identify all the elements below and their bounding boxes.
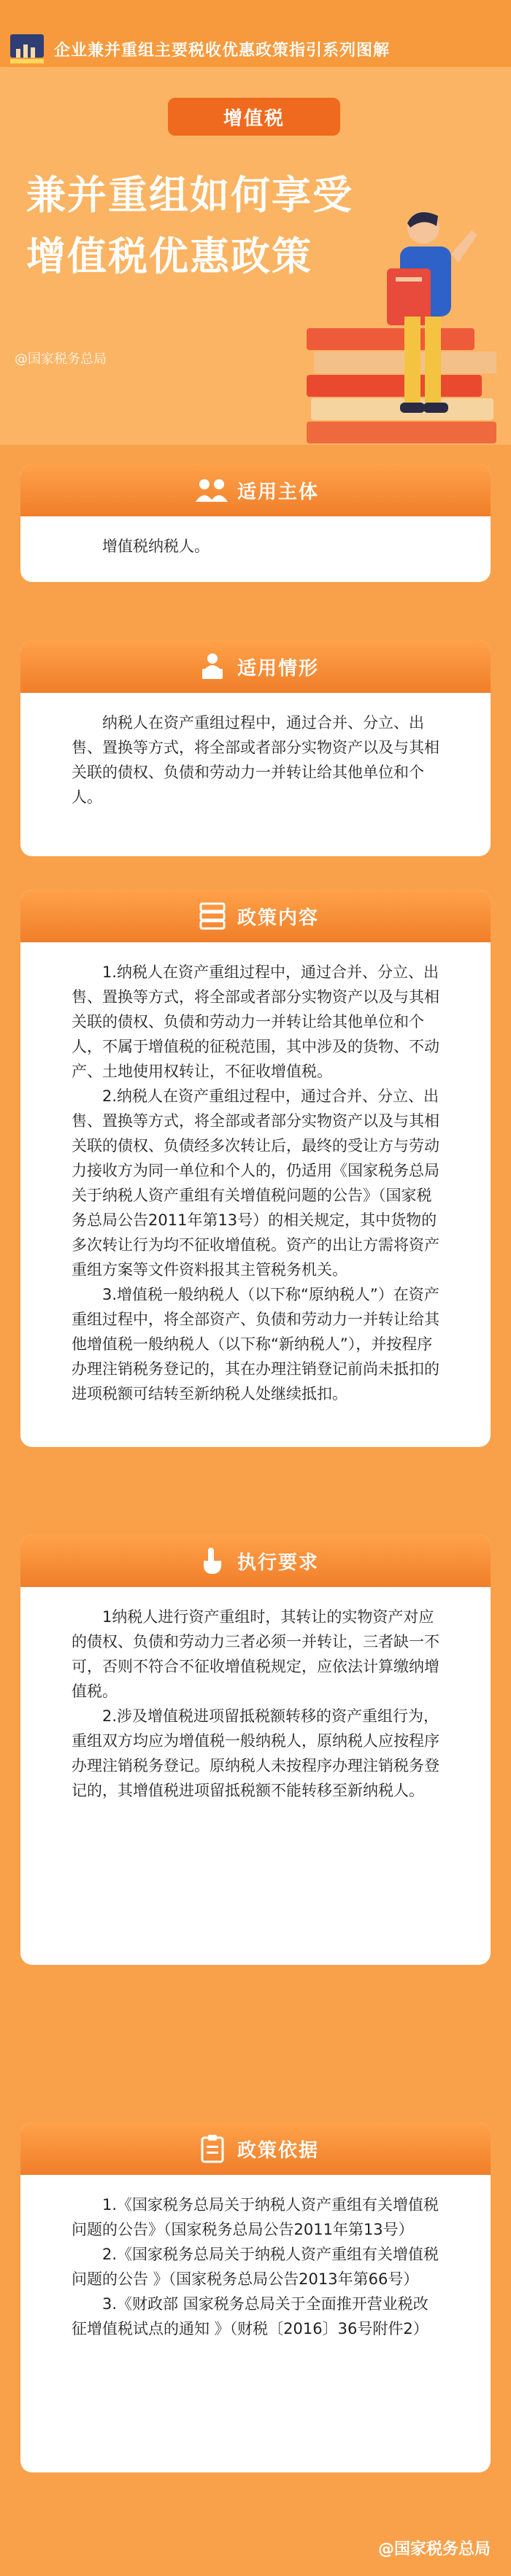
section-policy-content xyxy=(20,890,491,1447)
section-execution-requirements xyxy=(20,1535,491,1965)
paragraph: 1.纳税人在资产重组过程中，通过合并、分立、出售、置换等方式，将全部或者部分实物资产以及与其相关联的债权、负债和劳动力一并转让给其他单位和个人，不属于增值税的征税范围，其中涉及的货物、不动产、土地使用权转让，不征收增值税。 xyxy=(72,963,439,1080)
title-line-2: 增值税优惠政策 xyxy=(26,233,312,279)
section-header xyxy=(20,2122,491,2175)
section-header xyxy=(20,464,491,516)
section-body xyxy=(72,534,439,559)
section-title: 政策依据 xyxy=(237,2139,319,2162)
section-body xyxy=(72,710,439,810)
section-applicable-situation xyxy=(20,640,491,856)
paragraph: 1.《国家税务总局关于纳税人资产重组有关增值税问题的公告》（国家税务总局公告2011年第13号） xyxy=(72,2196,439,2238)
paragraph: 3.增值税一般纳税人（以下称“原纳税人”）在资产重组过程中，将全部资产、负债和劳动力一并转让给其他增值税一般纳税人（以下称“新纳税人”），并按程序办理注销税务登记的，其在办理注销登记前尚未抵扣的进项税额可结转至新纳税人处继续抵扣。 xyxy=(72,1286,439,1403)
paragraph: 纳税人在资产重组过程中，通过合并、分立、出售、置换等方式，将全部或者部分实物资产以及与其相关联的债权、负债和劳动力一并转让给其他单位和个人。 xyxy=(72,714,439,806)
person-illustration xyxy=(343,201,489,442)
title-line-1: 兼并重组如何享受 xyxy=(26,172,353,218)
section-body xyxy=(72,960,439,1406)
monitor-chart-icon xyxy=(10,34,44,63)
paragraph: 增值税纳税人。 xyxy=(102,538,210,555)
section-header xyxy=(20,890,491,942)
header-banner xyxy=(0,0,511,445)
footer-source: @国家税务总局 xyxy=(377,2540,491,2558)
series-title: 企业兼并重组主要税收优惠政策指引系列图解 xyxy=(54,41,391,60)
section-title: 执行要求 xyxy=(237,1551,319,1574)
paragraph: 2.涉及增值税进项留抵税额转移的资产重组行为，重组双方均应为增值税一般纳税人，原纳税人应按程序办理注销税务登记。原纳税人未按程序办理注销税务登记的，其增值税进项留抵税额不能转移至新纳税人。 xyxy=(72,1707,439,1799)
section-policy-basis xyxy=(20,2122,491,2472)
section-title: 政策内容 xyxy=(237,907,319,929)
paragraph: 3.《财政部 国家税务总局关于全面推开营业税改征增值税试点的通知 》（财税〔2016〕36号附件2） xyxy=(72,2295,429,2338)
section-body xyxy=(72,1605,439,1803)
section-title: 适用主体 xyxy=(237,481,319,503)
paragraph: 1纳税人进行资产重组时，其转让的实物资产对应的债权、负债和劳动力三者必须一并转让，三者缺一不可，否则不符合不征收增值税规定，应依法计算缴纳增值税。 xyxy=(72,1608,439,1700)
section-title: 适用情形 xyxy=(237,657,319,680)
section-applicable-subject xyxy=(20,464,491,582)
section-body xyxy=(72,2192,439,2341)
person-podium-icon xyxy=(192,652,233,681)
document-stack-icon xyxy=(192,901,233,931)
section-header xyxy=(20,1535,491,1587)
tax-tag: 增值税 xyxy=(168,98,340,136)
people-icon xyxy=(192,476,233,505)
paragraph: 2.《国家税务总局关于纳税人资产重组有关增值税问题的公告 》（国家税务总局公告2013年第66号） xyxy=(72,2246,439,2288)
section-header xyxy=(20,640,491,693)
paragraph: 2.纳税人在资产重组过程中，通过合并、分立、出售、置换等方式，将全部或者部分实物资产以及与其相关联的债权、负债经多次转让后，最终的受让方与劳动力接收方为同一单位和个人的，仍适用《国家税务总局关于纳税人资产重组有关增值税问题的公告》（国家税务总局公告2011年第13号）的相关规定，其中货物的多次转让行为均不征收增值税。资产的出让方需将资产重组方案等文件资料报其主管税务机关。 xyxy=(72,1087,439,1279)
pointing-hand-icon xyxy=(192,1546,233,1575)
source-text: @国家税务总局 xyxy=(15,352,107,367)
page-title xyxy=(26,165,353,287)
series-bar xyxy=(10,31,511,67)
clipboard-icon xyxy=(192,2134,233,2163)
